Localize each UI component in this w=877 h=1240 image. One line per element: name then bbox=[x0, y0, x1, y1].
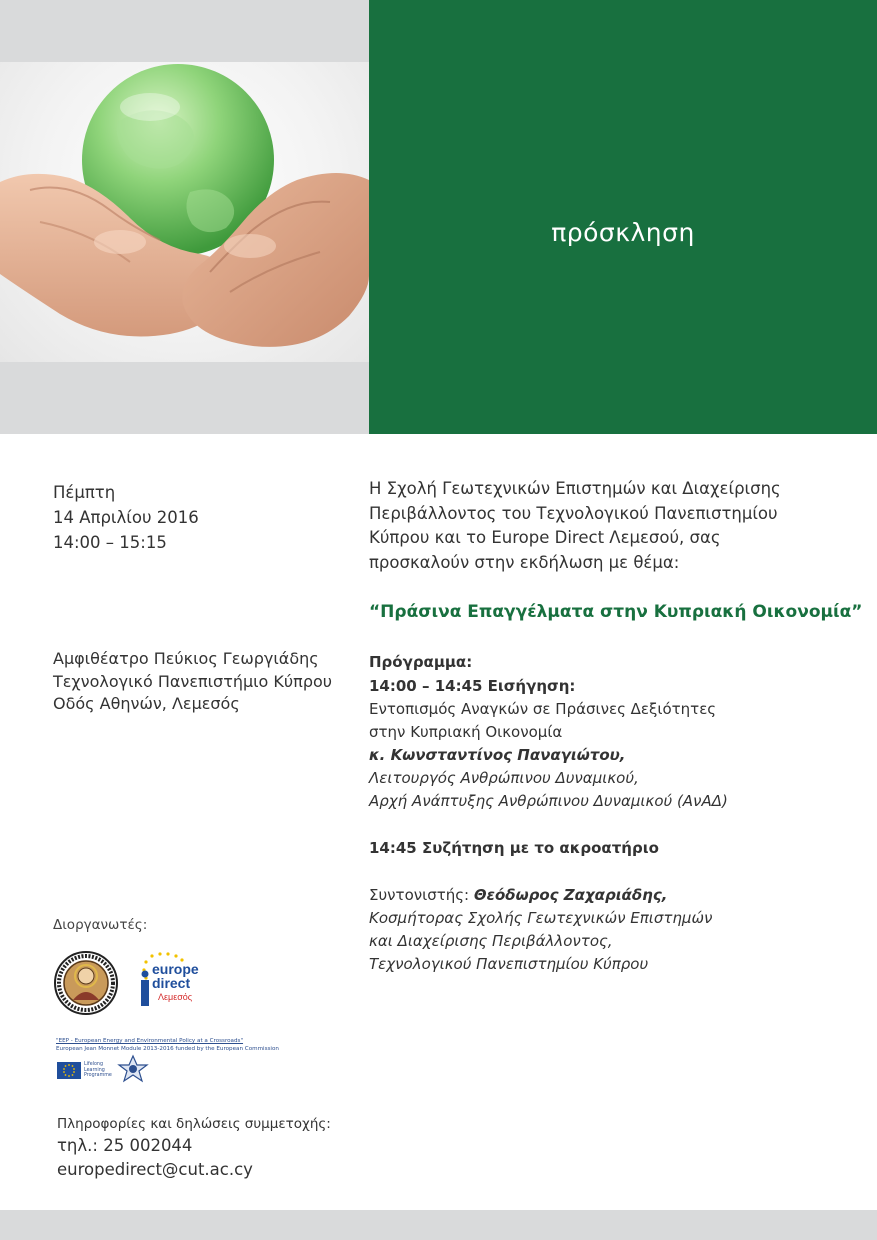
eu-flag-icon bbox=[57, 1062, 81, 1079]
green-header-panel bbox=[369, 0, 877, 434]
hands-globe-photo bbox=[0, 62, 369, 362]
eep-module-text bbox=[56, 1038, 279, 1053]
europe-direct-line1: europe bbox=[152, 961, 199, 977]
europe-direct-city: Λεμεσός bbox=[158, 992, 193, 1002]
coordinator-name: Θεόδωρος Ζαχαριάδης, bbox=[473, 886, 668, 904]
llp-line: Learning bbox=[84, 1067, 105, 1073]
intro-line: Η Σχολή Γεωτεχνικών Επιστημών και Διαχείρισης bbox=[369, 479, 781, 498]
venue-line: Τεχνολογικό Πανεπιστήμιο Κύπρου bbox=[53, 671, 333, 691]
footer-gray-bar bbox=[0, 1210, 877, 1240]
event-theme: “Πράσινα Επαγγέλματα στην Κυπριακή Οικονομία” bbox=[369, 602, 863, 622]
coordinator-role-line: Κοσμήτορας Σχολής Γεωτεχνικών Επιστημών bbox=[369, 909, 713, 927]
intro-line: προσκαλούν στην εκδήλωση με θέμα: bbox=[369, 552, 680, 572]
slot1-heading: 14:00 – 14:45 Εισήγηση: bbox=[369, 677, 576, 695]
europe-direct-line2: direct bbox=[152, 975, 191, 991]
llp-line: Lifelong bbox=[84, 1062, 103, 1067]
event-day: Πέμπτη bbox=[53, 483, 116, 502]
slot1-topic-line: Εντοπισμός Αναγκών σε Πράσινες Δεξιότητες bbox=[369, 700, 717, 718]
jean-monnet-star-logo bbox=[113, 1054, 153, 1084]
program-heading: Πρόγραμμα: bbox=[369, 653, 473, 671]
venue-line: Αμφιθέατρο Πεύκιος Γεωργιάδης bbox=[53, 649, 319, 668]
eep-line: European Jean Monnet Module 2013-2016 funded by the European Commission bbox=[56, 1045, 279, 1052]
university-seal-logo bbox=[51, 950, 121, 1016]
llp-text bbox=[84, 1062, 112, 1079]
contact-phone: τηλ.: 25 002044 bbox=[57, 1136, 193, 1155]
event-datetime bbox=[53, 480, 199, 555]
slot2-heading: 14:45 Συζήτηση με το ακροατήριο bbox=[369, 839, 659, 857]
top-gray-band bbox=[0, 0, 369, 62]
program-section bbox=[369, 651, 859, 976]
llp-line: Programme bbox=[84, 1073, 112, 1079]
hands-globe-illustration bbox=[0, 62, 369, 362]
event-venue bbox=[53, 648, 332, 716]
coordinator-role-line: Τεχνολογικού Πανεπιστημίου Κύπρου bbox=[369, 955, 649, 973]
slot1-topic-line: στην Κυπριακή Οικονομία bbox=[369, 723, 563, 741]
event-date: 14 Απριλίου 2016 bbox=[53, 508, 199, 527]
speaker-role-line: Λειτουργός Ανθρώπινου Δυναμικού, bbox=[369, 769, 639, 787]
contact-info bbox=[57, 1114, 331, 1182]
eep-line: "EEP - European Energy and Environmental Policy at a Crossroads" bbox=[56, 1038, 244, 1044]
coordinator-role-line: και Διαχείρισης Περιβάλλοντος, bbox=[369, 932, 613, 950]
intro-line: Κύπρου και το Europe Direct Λεμεσού, σας bbox=[369, 528, 721, 547]
contact-email[interactable]: europedirect@cut.ac.cy bbox=[57, 1160, 253, 1179]
organizers-label: Διοργανωτές: bbox=[53, 917, 148, 933]
coordinator-line bbox=[369, 884, 859, 907]
intro-line: Περιβάλλοντος του Τεχνολογικού Πανεπιστημίου bbox=[369, 503, 778, 523]
coordinator-label: Συντονιστής: bbox=[369, 886, 470, 904]
venue-line: Οδός Αθηνών, Λεμεσός bbox=[53, 694, 240, 713]
invitation-title: πρόσκληση bbox=[551, 218, 695, 247]
speaker-name: κ. Κωνσταντίνος Παναγιώτου, bbox=[369, 746, 626, 764]
europe-direct-logo bbox=[138, 950, 210, 1010]
event-time: 14:00 – 15:15 bbox=[53, 533, 167, 552]
contact-label: Πληροφορίες και δηλώσεις συμμετοχής: bbox=[57, 1116, 331, 1132]
bottom-gray-band bbox=[0, 362, 369, 434]
speaker-role-line: Αρχή Ανάπτυξης Ανθρώπινου Δυναμικού (ΑνΑΔ) bbox=[369, 792, 728, 810]
intro-paragraph bbox=[369, 477, 859, 575]
